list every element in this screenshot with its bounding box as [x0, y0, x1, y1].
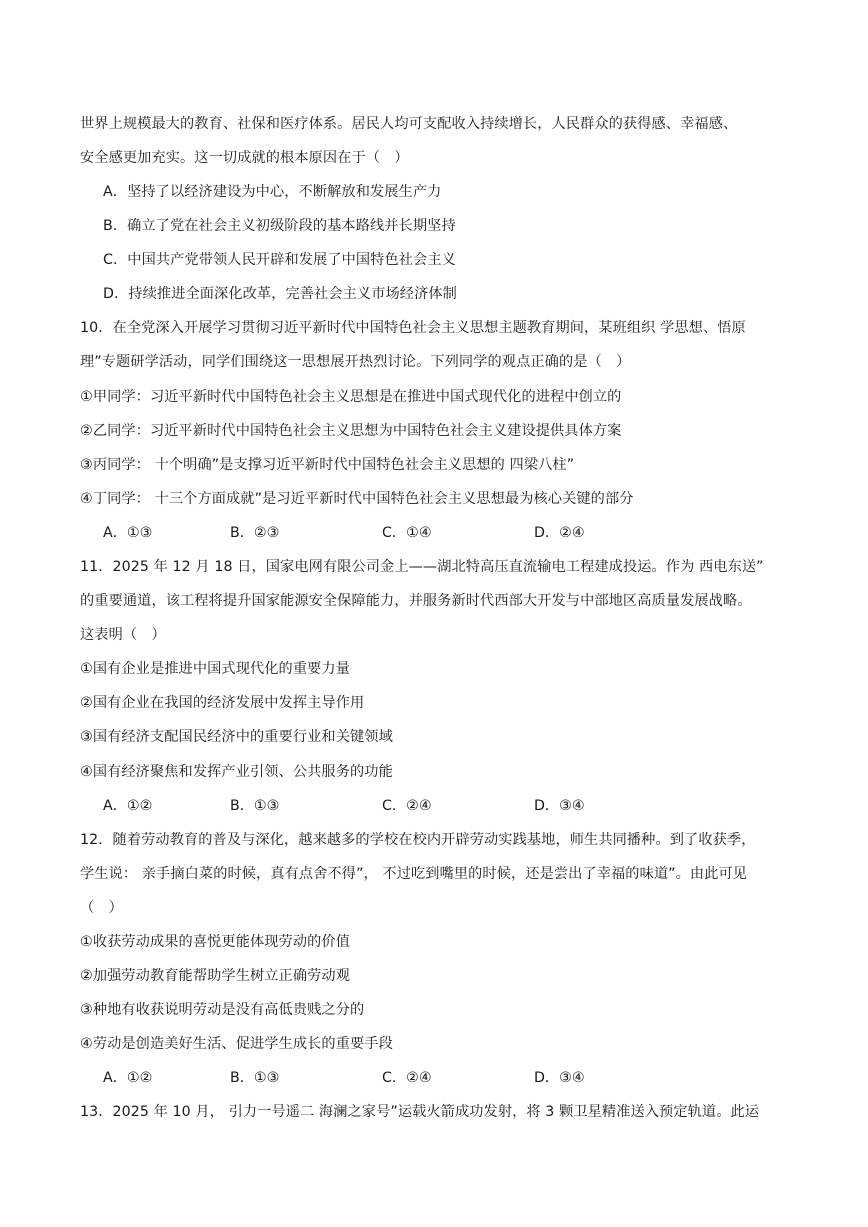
- q13-stem-line-1: 13．2025 年 10 月， 引力一号遥二 海澜之家号”运载火箭成功发射，将 3 颗卫星精准送入预定轨道。此运: [80, 1104, 760, 1120]
- q11-statement-4: ④国有经济聚焦和发挥产业引领、公共服务的功能: [80, 764, 393, 780]
- q11-choice-d: D．③④: [534, 798, 585, 814]
- q10-statement-4: ④丁同学： 十三个方面成就”是习近平新时代中国特色社会主义思想最为核心关键的部分: [80, 491, 634, 507]
- q10-statement-3: ③丙同学： 十个明确”是支撑习近平新时代中国特色社会主义思想的 四梁八柱”: [80, 457, 575, 473]
- q12-stem-line-1: 12．随着劳动教育的普及与深化，越来越多的学校在校内开辟劳动实践基地，师生共同播种。到了收获季，: [80, 832, 756, 848]
- q10-choice-b: B．②③: [230, 525, 280, 541]
- q11-stem-line-1: 11．2025 年 12 月 18 日，国家电网有限公司金上——湖北特高压直流输电工程建成投运。作为 西电东送”: [80, 559, 764, 575]
- q11-statement-3: ③国有经济支配国民经济中的重要行业和关键领域: [80, 729, 393, 745]
- q11-statement-1: ①国有企业是推进中国式现代化的重要力量: [80, 661, 350, 677]
- q10-stem-line-1: 10．在全党深入开展学习贯彻习近平新时代中国特色社会主义思想主题教育期间，某班组织 学思想、悟原: [80, 320, 746, 336]
- q9-option-a: A．坚持了以经济建设为中心，不断解放和发展生产力: [103, 184, 442, 200]
- q11-choice-a: A．①②: [103, 798, 153, 814]
- q9-stem-line-2: 安全感更加充实。这一切成就的根本原因在于（ ）: [80, 150, 409, 166]
- q10-choices: [0, 523, 868, 543]
- q11-stem-line-3: 这表明（ ）: [80, 627, 166, 643]
- q9-option-c: C．中国共产党带领人民开辟和发展了中国特色社会主义: [103, 252, 456, 268]
- q10-stem-line-2: 理”专题研学活动，同学们围绕这一思想展开热烈讨论。下列同学的观点正确的是（ ）: [80, 354, 631, 370]
- q12-stem-line-3: （ ）: [80, 900, 123, 916]
- q12-statement-2: ②加强劳动教育能帮助学生树立正确劳动观: [80, 968, 350, 984]
- q12-choice-a: A．①②: [103, 1070, 153, 1086]
- q10-choice-d: D．②④: [534, 525, 585, 541]
- q11-choice-b: B．①③: [230, 798, 280, 814]
- q12-choice-b: B．①③: [230, 1070, 280, 1086]
- q12-choices: [0, 1068, 868, 1088]
- q12-statement-1: ①收获劳动成果的喜悦更能体现劳动的价值: [80, 934, 350, 950]
- q9-option-d: D．持续推进全面深化改革，完善社会主义市场经济体制: [103, 286, 457, 302]
- q9-stem-line-1: 世界上规模最大的教育、社保和医疗体系。居民人均可支配收入持续增长，人民群众的获得感、幸福感、: [80, 116, 738, 132]
- q12-stem-line-2: 学生说： 亲手摘白菜的时候，真有点舍不得”， 不过吃到嘴里的时候，还是尝出了幸福的味道”。由此可见: [80, 866, 748, 882]
- q11-choices: [0, 796, 868, 816]
- q10-choice-c: C．①④: [382, 525, 432, 541]
- q12-statement-3: ③种地有收获说明劳动是没有高低贵贱之分的: [80, 1002, 365, 1018]
- q10-choice-a: A．①③: [103, 525, 153, 541]
- q9-option-b: B．确立了党在社会主义初级阶段的基本路线并长期坚持: [103, 218, 456, 234]
- q10-statement-2: ②乙同学：习近平新时代中国特色社会主义思想为中国特色社会主义建设提供具体方案: [80, 423, 622, 439]
- q12-statement-4: ④劳动是创造美好生活、促进学生成长的重要手段: [80, 1036, 393, 1052]
- q11-stem-line-2: 的重要通道，该工程将提升国家能源安全保障能力，并服务新时代西部大开发与中部地区高质量发展战略。: [80, 593, 752, 609]
- q11-choice-c: C．②④: [382, 798, 432, 814]
- q11-statement-2: ②国有企业在我国的经济发展中发挥主导作用: [80, 695, 365, 711]
- q10-statement-1: ①甲同学：习近平新时代中国特色社会主义思想是在推进中国式现代化的进程中创立的: [80, 389, 622, 405]
- q12-choice-d: D．③④: [534, 1070, 585, 1086]
- q12-choice-c: C．②④: [382, 1070, 432, 1086]
